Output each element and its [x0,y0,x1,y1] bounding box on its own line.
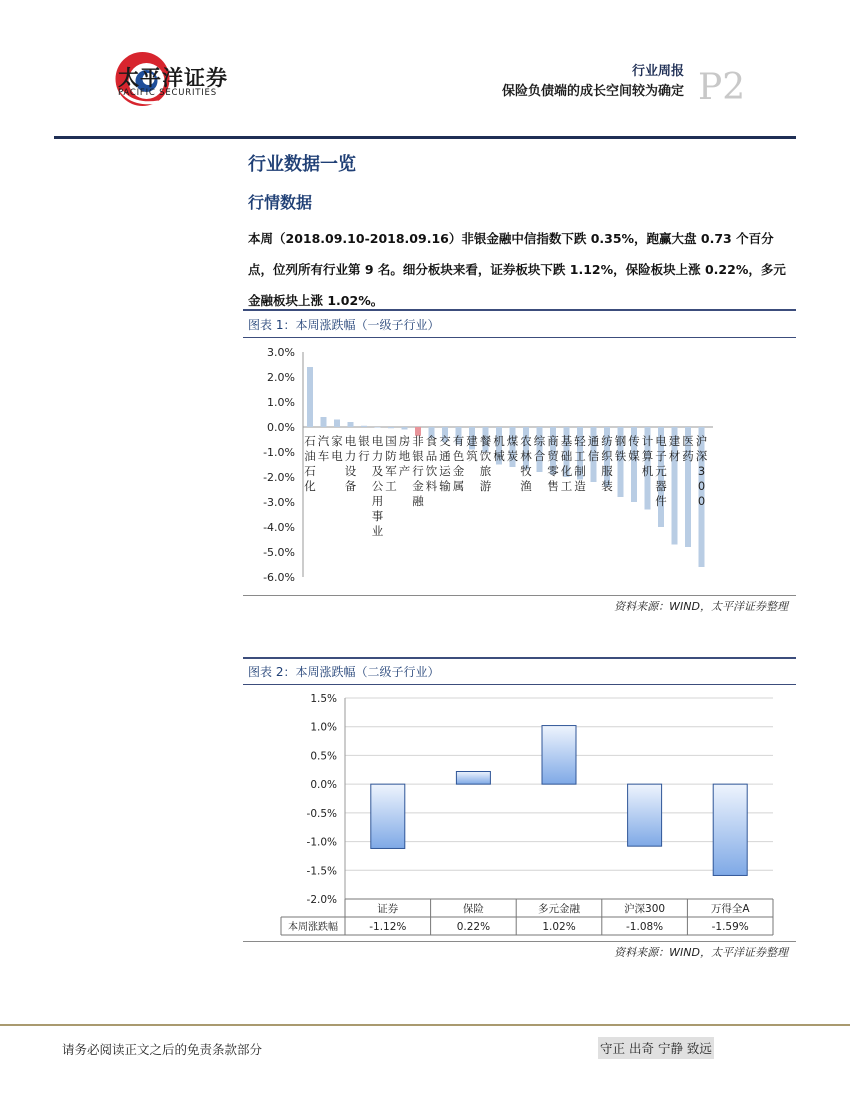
x-tick-label-char: 深 [695,449,708,463]
x-tick-label-char: 业 [371,524,384,538]
x-tick-label-char: 力 [344,449,357,463]
x-tick-label-char: 计 [641,434,654,448]
x-tick-label-char: 基 [560,434,573,448]
footer-divider [0,1024,850,1026]
x-tick-label-char: 电 [331,449,343,463]
page-number: P2 [698,67,746,108]
y-tick-label: 1.0% [310,721,337,734]
x-tick-label-char: 煤 [506,434,519,448]
x-tick-label-char: 金 [452,464,465,478]
y-tick-label: 3.0% [267,346,295,359]
x-tick-label-char: 装 [601,479,613,493]
x-tick-label-char: 铁 [614,449,627,463]
x-tick-label-char: 地 [398,449,411,463]
x-tick-label-char: 纺 [601,434,613,448]
figure2-top-rule [243,657,796,659]
report-title: 保险负债端的成长空间较为确定 [501,84,684,99]
bar [307,367,313,427]
x-tick-label-char: 交 [439,434,451,448]
x-tick-label-char: 商 [547,434,559,448]
bar [321,417,327,427]
x-tick-label-char: 银 [412,449,424,463]
figure2-title: 图表 2：本周涨跌幅（二级子行业） [248,665,440,679]
x-tick-label-char: 3 [697,464,706,478]
x-tick-label-char: 游 [479,479,492,493]
data-label: 0.22% [456,921,491,933]
y-tick-label: 2.0% [267,371,295,384]
bar [348,422,354,427]
figure1-bottom-rule [243,595,796,596]
x-tick-label-char: 制 [574,464,586,478]
footer-disclaimer: 请务必阅读正文之后的免责条款部分 [62,1042,263,1057]
summary-paragraph: 本周（2018.09.10-2018.09.16）非银金融中信指数下跌 0.35%，跑赢大盘 0.73 个百分点，位列所有行业第 9 名。细分板块来看，证券板块下跌 1.12%，保险板块上涨 0.22%，多元金融板块上涨 1.02%。 [248,231,786,308]
data-label: -1.12% [369,921,407,933]
y-tick-label: 0.0% [310,779,337,792]
bar [713,784,747,875]
x-category-label: 沪深300 [624,903,666,915]
x-tick-label-char: 银 [358,434,370,448]
y-tick-label: -0.5% [306,807,337,820]
x-tick-label-char: 轻 [574,434,586,448]
x-tick-label-char: 有 [452,434,465,448]
x-tick-label-char: 钢 [614,434,627,448]
data-label: -1.08% [626,921,664,933]
x-tick-label-char: 用 [371,494,384,508]
data-label: 1.02% [542,921,576,933]
x-tick-label-char: 饮 [425,464,438,478]
x-tick-label-char: 化 [304,479,316,493]
x-category-label: 万得全A [710,903,750,915]
bar [334,420,340,428]
figure2-title-rule [243,684,796,685]
x-tick-label-char: 通 [439,449,451,463]
x-tick-label-char: 融 [412,494,424,508]
y-tick-label: -2.0% [263,471,295,484]
bar [402,427,408,430]
x-tick-label-char: 运 [439,464,451,478]
x-category-label: 保险 [462,903,484,915]
y-tick-label: -2.0% [306,894,337,906]
figure2-bottom-rule [243,941,796,942]
footer-motto: 守正 出奇 宁静 致远 [598,1037,714,1059]
x-tick-label-char: 行 [412,464,424,478]
x-tick-label-char: 造 [574,479,586,493]
x-tick-label-char: 筑 [466,449,478,463]
x-tick-label-char: 织 [601,449,613,463]
x-tick-label-char: 防 [385,449,397,463]
figure1-title-rule [243,337,796,338]
y-tick-label: -1.0% [306,836,337,849]
x-tick-label-char: 非 [412,434,424,448]
x-tick-label-char: 食 [425,434,438,448]
x-tick-label-char: 贸 [547,449,559,463]
bar [628,784,662,846]
x-tick-label-char: 综 [533,434,546,448]
x-tick-label-char: 媒 [628,449,640,463]
x-tick-label-char: 属 [452,479,465,493]
logo-english-name: PACIFIC SECURITIES [118,88,217,98]
x-tick-label-char: 元 [655,464,667,478]
x-tick-label-char: 件 [655,494,667,508]
y-tick-label: 1.5% [310,693,337,705]
x-tick-label-char: 工 [385,479,397,493]
x-tick-label-char: 传 [628,434,640,448]
x-tick-label-char: 饮 [479,449,492,463]
y-tick-label: 1.0% [267,396,295,409]
y-tick-label: -4.0% [263,521,295,534]
x-tick-label-char: 石 [304,434,316,448]
bar [388,427,394,428]
x-tick-label-char: 输 [439,479,451,493]
bar [371,784,405,848]
y-tick-label: -1.0% [263,446,295,459]
y-tick-label: -1.5% [306,865,337,878]
x-tick-label-char: 电 [655,434,667,448]
figure1-chart [243,340,796,592]
x-tick-label-char: 力 [371,449,384,463]
report-type: 行业周报 [631,64,684,79]
x-tick-label-char: 药 [682,449,694,463]
x-tick-label-char: 信 [587,449,600,463]
x-tick-label-char: 0 [697,494,706,508]
header-divider [54,136,796,139]
x-tick-label-char: 家 [331,434,343,448]
x-tick-label-char: 设 [344,464,357,478]
x-tick-label-char: 汽 [317,434,330,448]
logo-chinese-name: 太平洋证券 [118,66,228,90]
x-tick-label-char: 零 [547,464,559,478]
x-tick-label-char: 0 [697,479,706,493]
x-tick-label-char: 备 [344,479,357,493]
x-tick-label-char: 算 [641,449,654,463]
figure1-title: 图表 1：本周涨跌幅（一级子行业） [248,318,440,332]
figure2-source: 资料来源：WIND，太平洋证券整理 [614,946,788,959]
series-legend-label: 本周涨跌幅 [288,922,338,933]
x-tick-label-char: 料 [425,479,438,493]
x-category-label: 证券 [377,903,399,915]
x-tick-label-char: 础 [560,449,573,463]
x-tick-label-char: 工 [574,449,586,463]
x-tick-label-char: 机 [493,434,505,448]
y-tick-label: -5.0% [263,546,295,559]
x-tick-label-char: 通 [587,434,600,448]
data-label: -1.59% [711,921,749,933]
x-tick-label-char: 建 [668,434,681,448]
x-tick-label-char: 旅 [479,464,492,478]
section-subtitle: 行情数据 [248,193,313,212]
x-tick-label-char: 服 [601,464,613,478]
x-tick-label-char: 渔 [520,479,532,493]
x-tick-label-char: 车 [317,449,330,463]
x-tick-label-char: 品 [425,449,438,463]
x-category-label: 多元金融 [538,903,580,915]
bar [542,726,576,785]
x-tick-label-char: 军 [385,464,397,478]
x-tick-label-char: 林 [520,449,532,463]
x-tick-label-char: 化 [560,464,573,478]
bar [375,427,381,428]
x-tick-label-char: 建 [466,434,478,448]
y-tick-label: 0.0% [267,421,295,434]
y-tick-label: -6.0% [263,571,295,584]
bar [361,426,367,427]
bar [456,772,490,785]
x-tick-label-char: 炭 [506,449,519,463]
x-tick-label-char: 行 [358,449,370,463]
y-tick-label: -3.0% [263,496,295,509]
x-tick-label-char: 机 [641,464,654,478]
figure1-top-rule [243,309,796,311]
x-tick-label-char: 房 [398,434,411,448]
x-tick-label-char: 色 [452,449,465,463]
figure1-source: 资料来源：WIND，太平洋证券整理 [614,600,788,613]
x-tick-label-char: 子 [655,449,667,463]
y-tick-label: 0.5% [310,750,337,763]
x-tick-label-char: 餐 [479,434,492,448]
x-tick-label-char: 牧 [520,464,532,478]
x-tick-label-char: 沪 [695,434,708,448]
x-tick-label-char: 金 [412,479,424,493]
x-tick-label-char: 医 [682,434,694,448]
x-tick-label-char: 工 [560,479,573,493]
x-tick-label-char: 农 [520,434,532,448]
x-tick-label-char: 电 [344,434,357,448]
x-tick-label-char: 械 [493,449,505,463]
x-tick-label-char: 产 [398,464,411,478]
section-title: 行业数据一览 [248,154,356,175]
x-tick-label-char: 公 [371,479,384,493]
x-tick-label-char: 材 [668,449,681,463]
x-tick-label-char: 及 [371,464,384,478]
x-tick-label-char: 油 [304,449,316,463]
x-tick-label-char: 合 [533,449,546,463]
x-tick-label-char: 国 [385,434,397,448]
x-tick-label-char: 石 [304,464,316,478]
x-tick-label-char: 电 [371,434,384,448]
x-tick-label-char: 售 [547,479,559,493]
figure2-chart [243,686,796,938]
x-tick-label-char: 器 [655,479,667,493]
x-tick-label-char: 事 [371,509,384,523]
